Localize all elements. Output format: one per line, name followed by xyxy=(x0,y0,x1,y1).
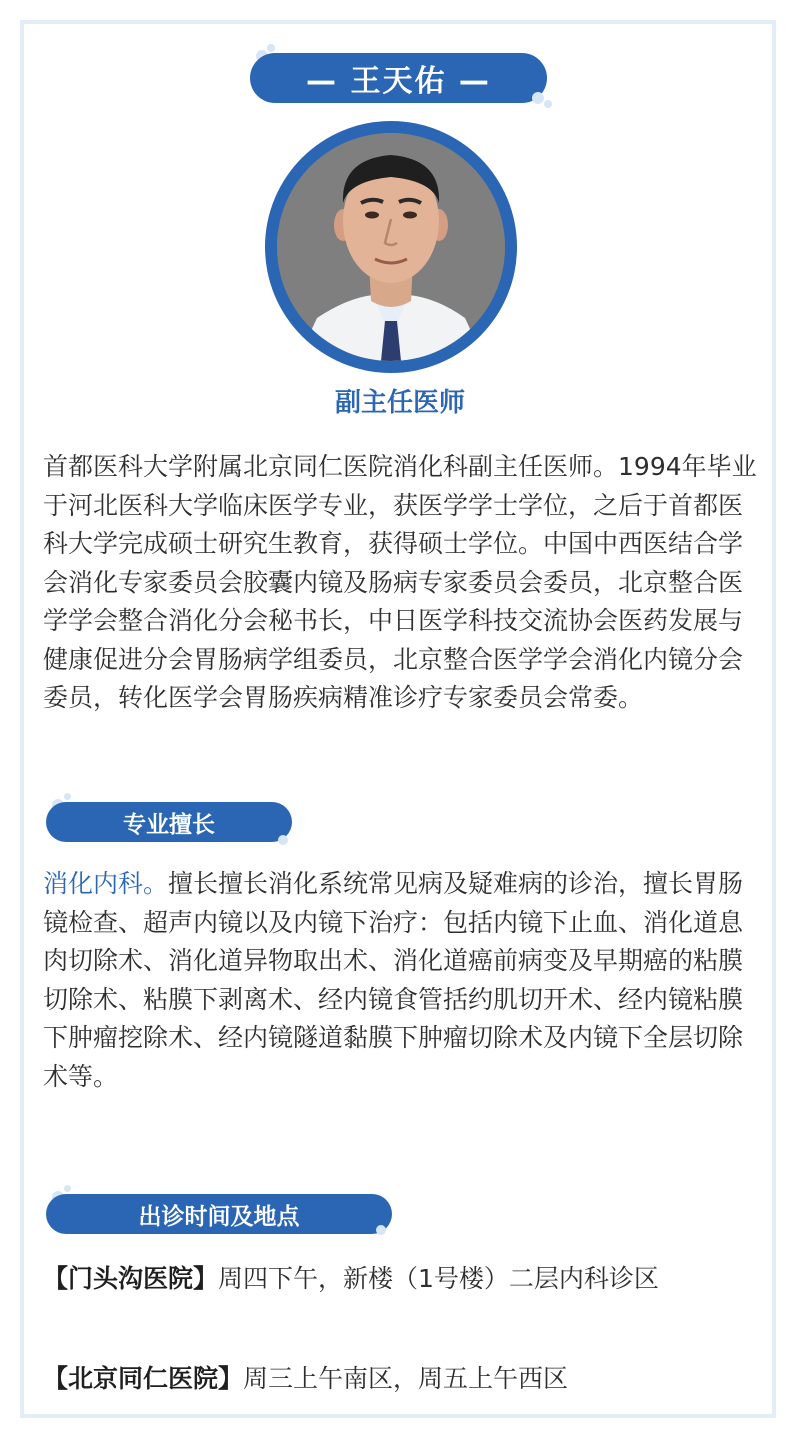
decor-bubble xyxy=(64,1185,71,1192)
doctor-bio: 首都医科大学附属北京同仁医院消化科副主任医师。1994年毕业于河北医科大学临床医学专业，获医学学士学位，之后于首都医科大学完成硕士研究生教育，获得硕士学位。中国中西医结合学会消化专家委员会胶囊内镜及肠病专家委员会委员，北京整合医学学会整合消化分会秘书长，中日医学科技交流协会医药发展与健康促进分会胃肠病学组委员，北京整合医学学会消化内镜分会委员，转化医学会胃肠疾病精准诊疗专家委员会常委。 xyxy=(43,452,757,712)
doctor-name: — 王天佑 — xyxy=(306,64,491,99)
clinic-time: 周四下午，新楼（1号楼）二层内科诊区 xyxy=(218,1264,659,1293)
schedule-location xyxy=(43,1357,763,1401)
decor-bubble xyxy=(64,793,71,800)
schedule-location xyxy=(43,1257,763,1301)
schedule-heading: 出诊时间及地点 xyxy=(138,1203,300,1230)
decor-bubble xyxy=(267,44,275,52)
specialty-heading-pill xyxy=(46,802,292,842)
specialty-heading: 专业擅长 xyxy=(123,811,215,838)
schedule-heading-pill xyxy=(46,1194,392,1234)
portrait-photo-icon xyxy=(277,133,505,361)
specialty-description: 擅长擅长消化系统常见病及疑难病的诊治，擅长胃肠镜检查、超声内镜以及内镜下治疗：包括内镜下止血、消化道息肉切除术、消化道异物取出术、消化道癌前病变及早期癌的粘膜切除术、粘膜下剥离术、经内镜食管括约肌切开术、经内镜粘膜下肿瘤挖除术、经内镜隧道黏膜下肿瘤切除术及内镜下全层切除术等。 xyxy=(43,869,744,1091)
doctor-name-pill xyxy=(250,53,547,103)
hospital-name: 【北京同仁医院】 xyxy=(43,1364,244,1393)
decor-bubble xyxy=(532,92,544,104)
decor-bubble xyxy=(278,835,288,845)
hospital-name: 【门头沟医院】 xyxy=(43,1264,219,1293)
clinic-time: 周三上午南区，周五上午西区 xyxy=(243,1364,569,1393)
doctor-portrait xyxy=(277,133,505,361)
decor-bubble xyxy=(376,1225,386,1235)
decor-bubble xyxy=(544,100,552,108)
doctor-title: 副主任医师 xyxy=(334,388,465,418)
specialty-highlight: 消化内科。 xyxy=(43,869,169,898)
specialty-text xyxy=(43,865,763,1096)
